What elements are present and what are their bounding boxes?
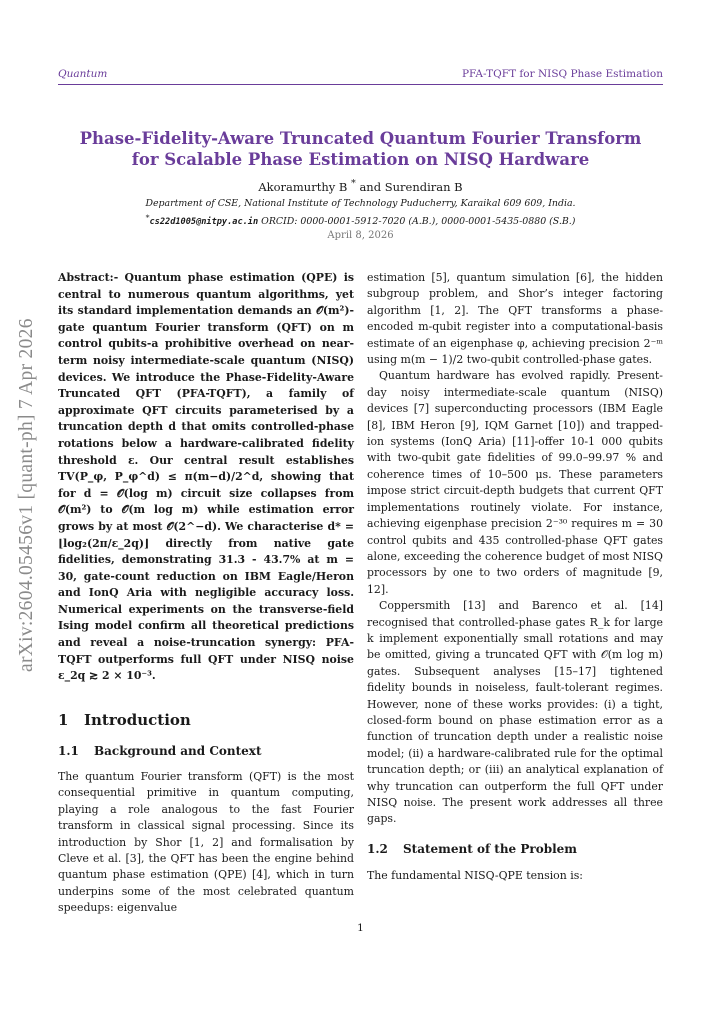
paper-title: [60, 128, 661, 170]
subsection-title: Statement of the Problem: [403, 842, 577, 856]
section-number: 1: [58, 711, 69, 729]
date: April 8, 2026: [327, 230, 394, 241]
corresponding-mark: *: [351, 178, 356, 189]
authors: [60, 178, 661, 194]
subsection-title: Background and Context: [94, 744, 262, 758]
section-1-1-heading: [58, 744, 262, 758]
body-paragraph-2: Quantum hardware has evolved rapidly. Present-day noisy intermediate-scale quantum (NISQ) devices [7] superconducting processors (IBM Eagle [8], IBM Heron [9], IQM Garnet [10]) and trapped-ion systems (IonQ Aria) [11]-offer 10-1 000 qubits with two-qubit gate fidelities of 99.0–99.97 % and coherence times of 10–500 μs. These parameters impose strict circuit-depth budgets that current QFT implementations routinely violate. For instance, achieving eigenphase precision 2⁻³⁰ requires m = 30 control qubits and 435 controlled-phase QFT gates alone, exceeding the coherence budget of most NISQ processors by one to two orders of magnitude [9, 12].: [367, 369, 663, 596]
body-paragraph-1: estimation [5], quantum simulation [6], the hidden subgroup problem, and Shor’s integer factoring algorithm [1, 2]. The QFT transforms a phase-encoded m-qubit register into a computational-basis estimate of an eigenphase φ, achieving precision 2⁻ᵐ using m(m − 1)/2 two-qubit controlled-phase gates.: [367, 271, 663, 367]
author-1: Akoramurthy B: [258, 179, 348, 194]
journal-name: Quantum: [58, 68, 108, 80]
title-line-2: for Scalable Phase Estimation on NISQ Hardware: [131, 150, 590, 169]
email[interactable]: cs22d1005@nitpy.ac.in: [149, 217, 259, 228]
page-number: 1: [357, 922, 364, 934]
author-2: and Surendiran B: [359, 179, 463, 194]
contact-line: [60, 211, 661, 229]
body-paragraph-3: Coppersmith [13] and Barenco et al. [14] recognised that controlled-phase gates R_k for large k implement exponentially small rotations and may be omitted, giving a truncated QFT with 𝒪(m log m) gates. Subsequent analyses [15–17] tightened fidelity bounds in noiseless, fault-tolerant regimes. However, none of these works provides: (i) a tight, closed-form bound on phase estimation error as a function of truncation depth under a realistic noise model; (ii) a hardware-calibrated rule for the optimal truncation depth; or (iii) an analytical explanation of why truncation can outperform the full QFT under NISQ noise. The present work addresses all three gaps.: [367, 599, 663, 826]
header-rule: [58, 84, 663, 85]
background-paragraph: [58, 769, 354, 917]
arxiv-stamp: arXiv:2604.05456v1 [quant-ph] 7 Apr 2026: [16, 318, 37, 672]
body-paragraph: The fundamental NISQ-QPE tension is:: [367, 869, 583, 882]
section-1-heading: [58, 711, 191, 729]
title-line-1: Phase-Fidelity-Aware Truncated Quantum Fourier Transform: [79, 129, 642, 148]
running-title: PFA-TQFT for NISQ Phase Estimation: [461, 68, 663, 80]
abstract: [58, 270, 354, 685]
abstract-text: Quantum phase estimation (QPE) is central to numerous quantum algorithms, yet its standard implementation demands an 𝒪(m²)-gate quantum Fourier transform (QFT) on m control qubits-a prohibitive overhead on near-term noisy intermediate-scale quantum (NISQ) devices. We introduce the Phase-Fidelity-Aware Truncated QFT (PFA-TQFT), a family of approximate QFT circuits parameterised by a truncation depth d that omits controlled-phase rotations below a hardware-calibrated fidelity threshold ε. Our central result establishes TV(P_φ, P_φ^d) ≤ π(m−d)/2^d, showing that for d = 𝒪(log m) circuit size collapses from 𝒪(m²) to 𝒪(m log m) while estimation error grows by at most 𝒪(2^−d). We characterise d* = ⌊log₂(2π/ε_2q)⌋ directly from native gate fidelities, demonstrating 31.3 - 43.7% at m = 30, gate-count reduction on IBM Eagle/Heron and IonQ Aria with negligible accuracy loss. Numerical experiments on the transverse-field Ising model confirm all theoretical predictions and reveal a noise-truncation synergy: PFA-TQFT outperforms full QFT under NISQ noise ε_2q ≳ 2 × 10⁻³.: [58, 271, 354, 683]
affiliation: [60, 197, 661, 229]
subsection-number: 1.1: [58, 744, 79, 758]
right-column: [367, 270, 663, 828]
problem-paragraph: [367, 868, 663, 884]
body-paragraph: The quantum Fourier transform (QFT) is the most consequential primitive in quantum computing, playing a role analogous to the fast Fourier transform in classical signal processing. Since its introduction by Shor [1, 2] and formalisation by Cleve et al. [3], the QFT has been the engine behind quantum phase estimation (QPE) [4], which in turn underpins some of the most celebrated quantum speedups: eigenvalue: [58, 770, 354, 915]
affiliation-line: Department of CSE, National Institute of Technology Puducherry, Karaikal 609 609, India.: [145, 198, 576, 209]
section-1-2-heading: [367, 842, 577, 856]
subsection-number: 1.2: [367, 842, 388, 856]
section-title: Introduction: [84, 711, 191, 729]
email-mark: *: [145, 213, 150, 222]
orcid: ORCID: 0000-0001-5912-7020 (A.B.), 0000-0001-5435-0880 (S.B.): [261, 216, 576, 228]
abstract-label: Abstract:-: [58, 271, 119, 284]
